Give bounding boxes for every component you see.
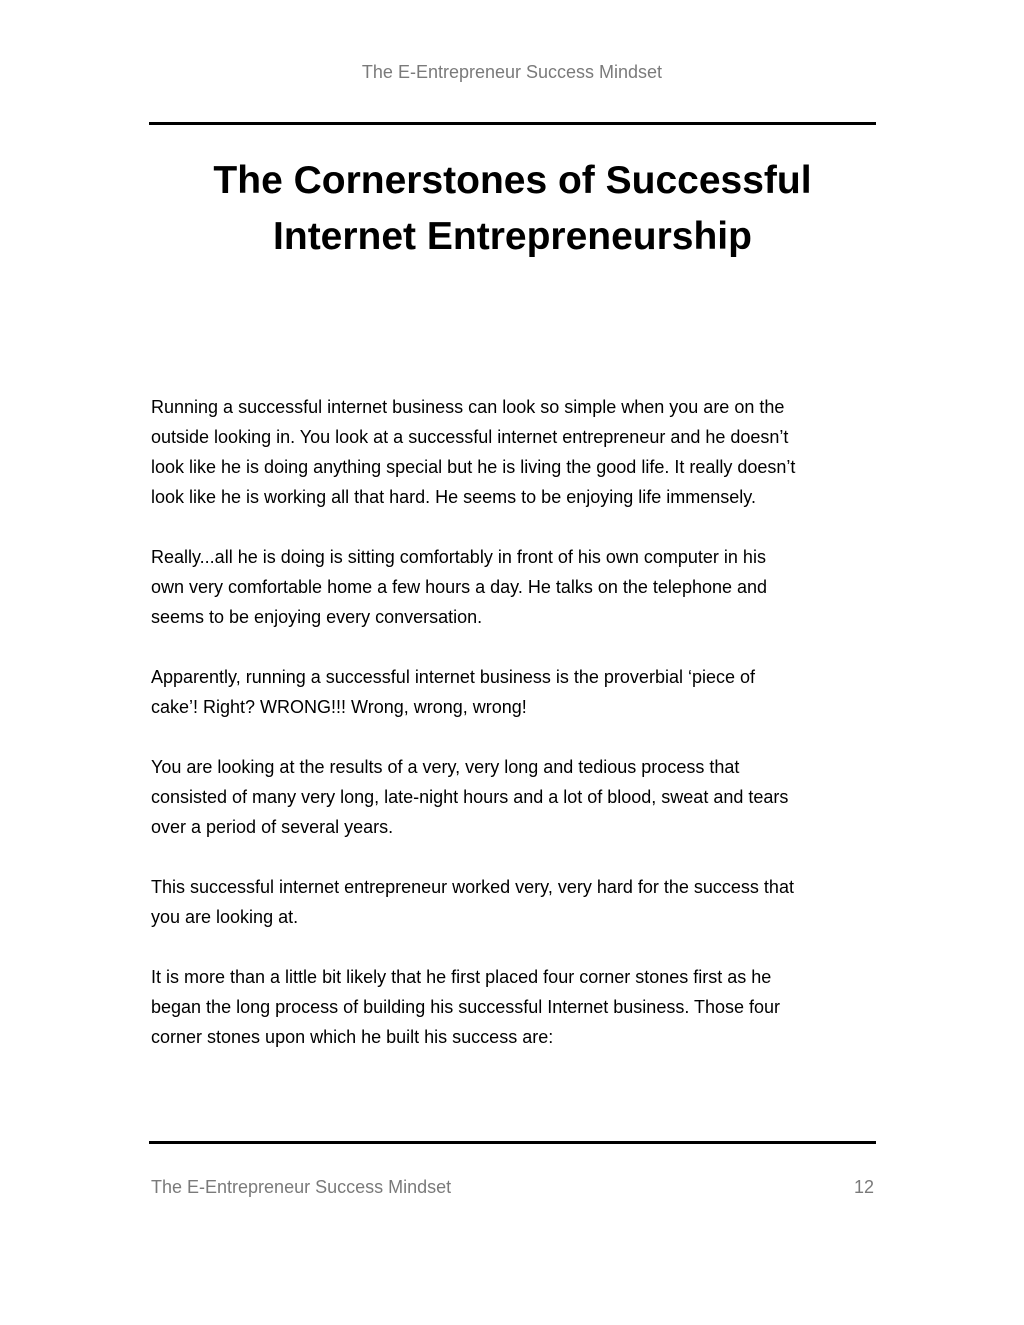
footer-rule [149,1141,876,1144]
paragraph [151,662,881,722]
text-line: look like he is working all that hard. He seems to be enjoying life immensely. [151,487,756,507]
text-line: corner stones upon which he built his success are: [151,1027,554,1047]
paragraph [151,542,881,632]
text-line: You are looking at the results of a very, very long and tedious process that [151,757,740,777]
chapter-title-line: Internet Entrepreneurship [273,215,752,258]
text-line: cake’! Right? WRONG!!! Wrong, wrong, wrong! [151,697,527,717]
paragraph [151,962,881,1052]
running-header: The E-Entrepreneur Success Mindset [361,62,663,82]
paragraph [151,392,881,512]
footer-title: The E-Entrepreneur Success Mindset [151,1177,452,1197]
header-rule [149,122,876,125]
text-line: began the long process of building his successful Internet business. Those four [151,997,781,1017]
paragraph [151,872,881,932]
chapter-title-line: The Cornerstones of Successful [213,159,812,202]
text-line: This successful internet entrepreneur worked very, very hard for the success that [151,877,794,897]
text-line: Apparently, running a successful internet business is the proverbial ‘piece of [151,667,756,687]
text-line: consisted of many very long, late-night hours and a lot of blood, sweat and tears [151,787,789,807]
text-line: Running a successful internet business can look so simple when you are on the [151,397,785,417]
text-line: It is more than a little bit likely that he first placed four corner stones first as he [151,967,772,987]
text-line: Really...all he is doing is sitting comfortably in front of his own computer in his [151,547,766,567]
text-line: over a period of several years. [151,817,394,837]
text-line: seems to be enjoying every conversation. [151,607,483,627]
text-line: look like he is doing anything special but he is living the good life. It really doesn’t [151,457,796,477]
text-line: outside looking in. You look at a successful internet entrepreneur and he doesn’t [151,427,789,447]
paragraph [151,752,881,842]
text-line: own very comfortable home a few hours a day. He talks on the telephone and [151,577,768,597]
chapter-title [149,153,876,265]
page-number: 12 [853,1177,874,1197]
body-text [151,392,881,1082]
text-line: you are looking at. [151,907,299,927]
